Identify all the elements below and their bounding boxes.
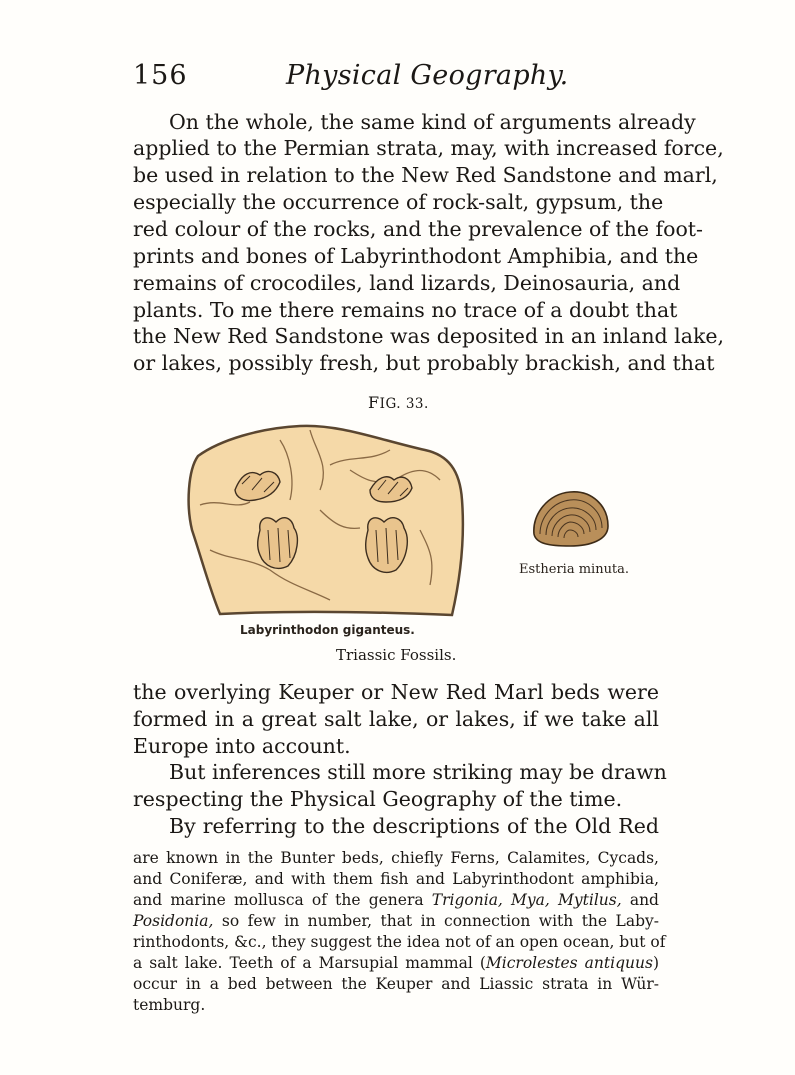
footnote-line: temburg. [133, 996, 206, 1014]
estheria-shell-illustration [528, 488, 612, 550]
page-number: 156 [133, 60, 188, 91]
text-line: red colour of the rocks, and the prevalence of the foot- [133, 217, 703, 241]
text-line: especially the occurrence of rock-salt, gypsum, the [133, 190, 664, 214]
species-microlestes: Microlestes antiquus [485, 954, 653, 972]
labyrinthodon-footprints-illustration [180, 410, 470, 620]
footnote-text: so few in number, that in connection with the Laby- [213, 912, 659, 930]
footnote-text: and marine mollusca of the genera [133, 891, 432, 909]
text-line: or lakes, possibly fresh, but probably brackish, and that [133, 351, 715, 375]
footnote-text: a salt lake. Teeth of a Marsupial mammal ( [133, 954, 486, 972]
footnote-line [133, 890, 659, 912]
text-line: On the whole, the same kind of arguments already [169, 110, 696, 134]
text-line: remains of crocodiles, land lizards, Deinosauria, and [133, 271, 681, 295]
text-line: applied to the Permian strata, may, with increased force, [133, 136, 724, 160]
text-line: prints and bones of Labyrinthodont Amphibia, and the [133, 244, 699, 268]
footnote-line: occur in a bed between the Keuper and Liassic strata in Wür- [133, 975, 659, 993]
text-line: be used in relation to the New Red Sandstone and marl, [133, 163, 718, 187]
genus-mya: Mya, [511, 891, 550, 909]
footnote-line: are known in the Bunter beds, chiefly Ferns, Calamites, Cycads, [133, 849, 659, 867]
estheria-caption: Estheria minuta. [519, 562, 630, 577]
footnote-line [133, 953, 659, 975]
text-line: By referring to the descriptions of the Old Red [169, 814, 659, 838]
genus-mytilus: Mytilus, [558, 891, 622, 909]
footnote-line [133, 911, 659, 933]
genus-trigonia: Trigonia, [431, 891, 503, 909]
figure-caption: Triassic Fossils. [336, 646, 457, 664]
footnote-line: rinthodonts, &c., they suggest the idea not of an open ocean, but of [133, 933, 666, 951]
genus-posidonia: Posidonia, [133, 912, 214, 930]
text-line: formed in a great salt lake, or lakes, if we take all [133, 707, 659, 731]
footnote-text: and [629, 891, 659, 909]
labyrinthodon-caption: Labyrinthodon giganteus. [240, 623, 415, 637]
figure-label-prefix: F [368, 393, 380, 412]
running-head: Physical Geography. [286, 60, 569, 91]
footnote-text: ) [652, 954, 659, 972]
footnote-line: and Coniferæ, and with them fish and Labyrinthodont amphibia, [133, 870, 659, 888]
text-line: the overlying Keuper or New Red Marl beds were [133, 680, 659, 704]
figure-label-rest: IG. 33. [379, 396, 429, 412]
rock-slab [189, 426, 463, 615]
text-line: the New Red Sandstone was deposited in an inland lake, [133, 324, 725, 348]
text-line: respecting the Physical Geography of the time. [133, 787, 623, 811]
text-line: But inferences still more striking may be drawn [169, 760, 667, 784]
footprint [258, 518, 298, 569]
text-line: plants. To me there remains no trace of a doubt that [133, 298, 678, 322]
text-line: Europe into account. [133, 734, 351, 758]
